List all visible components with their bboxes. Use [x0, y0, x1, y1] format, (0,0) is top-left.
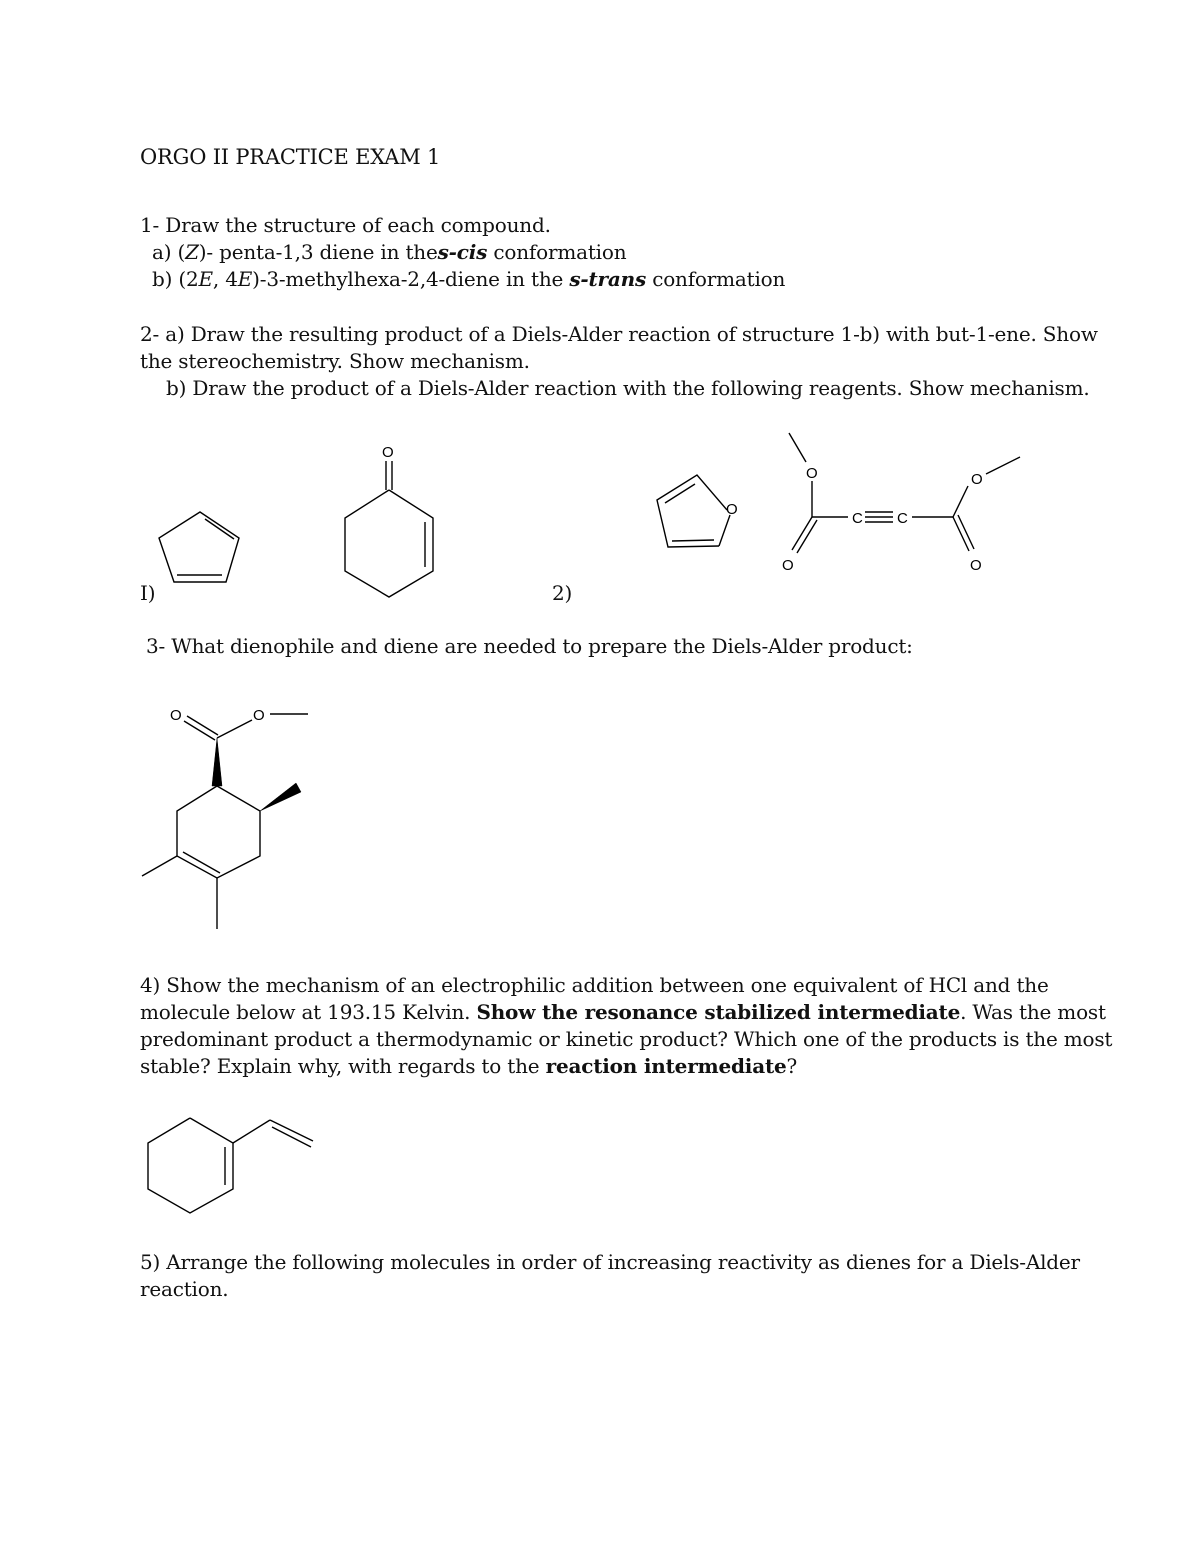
ester-ether-oxygen-label: O	[253, 707, 265, 724]
question-1-stem: 1- Draw the structure of each compound.	[140, 213, 551, 237]
question-4-line1: 4) Show the mechanism of an electrophilic addition between one equivalent of HCl and the	[140, 973, 1049, 997]
q1b-strans: s-trans	[569, 267, 647, 291]
q1a-mid: )- penta-1,3 diene in the	[198, 240, 438, 264]
q4-line4-b: ?	[786, 1054, 798, 1078]
question-4-line3: predominant product a thermodynamic or kinetic product? Which one of the products is the most	[140, 1027, 1113, 1051]
q1b-mid1: , 4	[212, 267, 238, 291]
carbonyl-oxygen-left-label: O	[782, 557, 794, 574]
carbonyl-oxygen-right-label: O	[970, 557, 982, 574]
q1b-e1: E	[198, 267, 213, 291]
q4-line2-a: molecule below at 193.15 Kelvin.	[140, 1000, 471, 1024]
question-2b: b) Draw the product of a Diels-Alder reaction with the following reagents. Show mechanism.	[166, 376, 1090, 400]
q4-line4-bold: reaction intermediate	[545, 1054, 787, 1078]
q4-line2-bold: Show the resonance stabilized intermediate	[476, 1000, 961, 1024]
alkyne-carbon-right-label: C	[897, 510, 908, 527]
methoxy-oxygen-right-label: O	[971, 471, 983, 488]
ester-carbonyl-oxygen-label: O	[170, 707, 182, 724]
question-3-stem: 3- What dienophile and diene are needed to prepare the Diels-Alder product:	[146, 634, 913, 658]
furan-oxygen-label: O	[726, 501, 738, 518]
q4-line4-a: stable? Explain why, with regards to the	[140, 1054, 540, 1078]
reagent-label-2: 2)	[552, 581, 573, 605]
page-title: ORGO II PRACTICE EXAM 1	[140, 145, 441, 169]
question-2a-line1: 2- a) Draw the resulting product of a Diels-Alder reaction of structure 1-b) with but-1-ene. Show	[140, 322, 1098, 346]
q4-line2-b: . Was the most	[960, 1000, 1106, 1024]
q1b-e2: E	[237, 267, 253, 291]
q1a-end: conformation	[493, 240, 627, 264]
reagent-label-1: I)	[140, 581, 156, 605]
methoxy-oxygen-left-label: O	[806, 465, 818, 482]
q1b-prefix: b) (2	[152, 267, 199, 291]
q1a-scis: s-cis	[437, 240, 488, 264]
question-2a-line2: the stereochemistry. Show mechanism.	[140, 349, 530, 373]
q1b-end: conformation	[652, 267, 786, 291]
q1a-prefix: a) (	[152, 240, 186, 264]
question-5-line1: 5) Arrange the following molecules in order of increasing reactivity as dienes for a Diels-Alder	[140, 1250, 1080, 1274]
q1a-z: Z	[185, 240, 199, 264]
question-5-line2: reaction.	[140, 1277, 229, 1301]
alkyne-carbon-left-label: C	[852, 510, 863, 527]
q1b-mid2: )-3-methylhexa-2,4-diene in the	[252, 267, 564, 291]
carbonyl-oxygen-label: O	[382, 444, 394, 461]
